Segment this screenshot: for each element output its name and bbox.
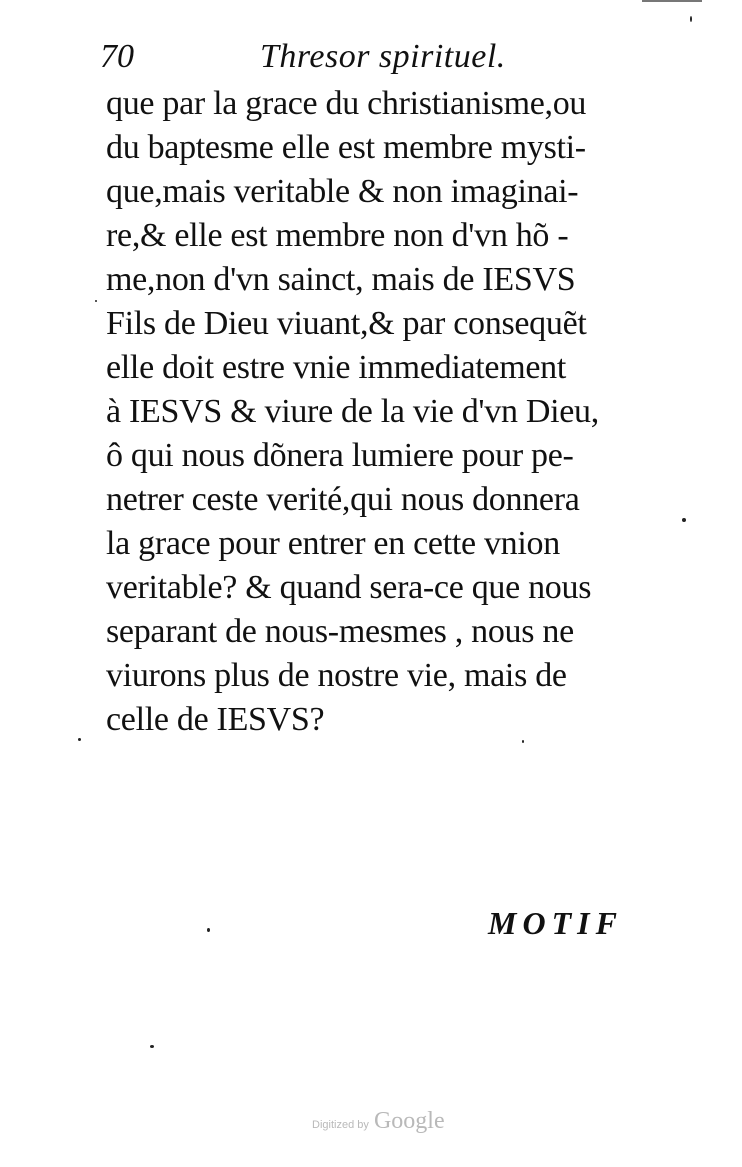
speck	[522, 740, 524, 743]
watermark-prefix: Digitized by	[312, 1119, 369, 1131]
text-line: celle de IESVS?	[106, 701, 325, 738]
page-edge-mark	[642, 0, 702, 2]
speck	[78, 738, 81, 741]
speck	[207, 928, 210, 932]
page-number: 70	[100, 38, 134, 75]
text-line: viurons plus de nostre vie, mais de	[106, 657, 567, 694]
text-line: du baptesme elle est membre mysti-	[106, 129, 586, 166]
body-text	[106, 82, 666, 742]
catchword: MOTIF	[488, 905, 623, 941]
running-title: Thresor spirituel.	[260, 38, 506, 75]
text-line: la grace pour entrer en cette vnion	[106, 525, 560, 562]
text-line: ô qui nous dõnera lumiere pour pe-	[106, 437, 574, 474]
speck	[95, 300, 97, 302]
text-line: netrer ceste verité,qui nous donnera	[106, 481, 580, 518]
text-line: elle doit estre vnie immediatement	[106, 349, 566, 386]
text-line: me,non d'vn sainct, mais de IESVS	[106, 261, 576, 298]
text-line: que,mais veritable & non imaginai-	[106, 173, 579, 210]
speck	[682, 518, 686, 522]
speck	[150, 1045, 154, 1048]
text-line: re,& elle est membre non d'vn hõ -	[106, 217, 569, 254]
watermark-brand: Google	[373, 1108, 445, 1134]
text-line: Fils de Dieu viuant,& par consequẽt	[106, 305, 587, 342]
text-line: separant de nous-mesmes , nous ne	[106, 613, 574, 650]
text-line: veritable? & quand sera-ce que nous	[106, 569, 592, 606]
text-line: à IESVS & viure de la vie d'vn Dieu,	[106, 393, 599, 430]
running-head	[100, 38, 640, 82]
text-line: que par la grace du christianisme,ou	[106, 85, 587, 122]
speck	[690, 16, 692, 22]
digitized-watermark	[312, 1108, 445, 1135]
